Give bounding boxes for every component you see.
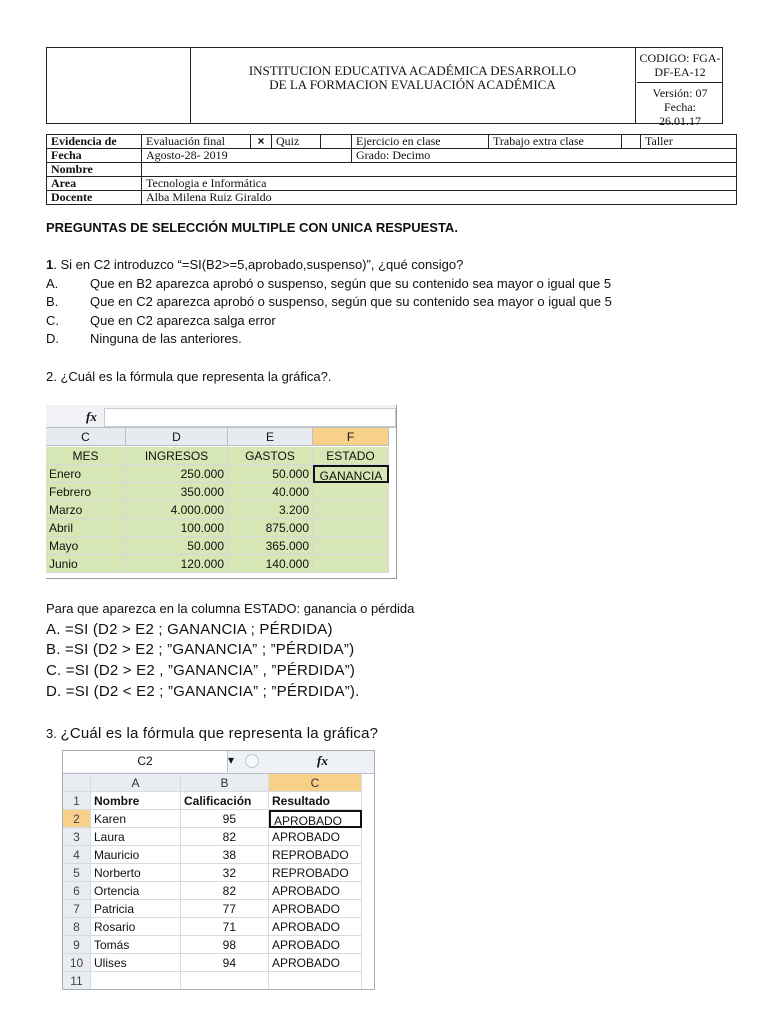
nombre-value <box>142 163 737 177</box>
institution-line-1: INSTITUCION EDUCATIVA ACADÉMICA DESARROLLO <box>248 63 577 78</box>
logo-cell <box>47 48 191 123</box>
table-cell[interactable]: REPROBADO <box>269 846 362 864</box>
header-cell[interactable]: MES <box>46 447 126 465</box>
table-cell[interactable]: APROBADO <box>269 954 362 972</box>
row-number[interactable]: 1 <box>63 792 91 810</box>
table-cell[interactable]: Rosario <box>91 918 181 936</box>
fecha-label: Fecha <box>47 149 142 163</box>
header-cell[interactable]: Calificación <box>181 792 269 810</box>
table-cell[interactable]: 120.000 <box>126 555 228 573</box>
row-number[interactable]: 9 <box>63 936 91 954</box>
table-cell[interactable]: Laura <box>91 828 181 846</box>
table-cell[interactable]: Ortencia <box>91 882 181 900</box>
table-cell[interactable] <box>269 972 362 990</box>
table-cell[interactable]: Karen <box>91 810 181 828</box>
table-cell[interactable] <box>181 972 269 990</box>
institution-title <box>190 48 636 123</box>
q2-option-b: B. =SI (D2 > E2 ; ”GANANCIA” ; ”PÉRDIDA”) <box>46 641 355 658</box>
evaluacion-final: Evaluación final <box>142 135 251 149</box>
formula-input[interactable] <box>104 408 396 427</box>
table-cell[interactable]: 250.000 <box>126 465 228 483</box>
area-label: Area <box>47 177 142 191</box>
table-cell[interactable]: APROBADO <box>269 936 362 954</box>
code-line-1: CODIGO: FGA- <box>639 51 721 65</box>
spreadsheet-ganancias <box>46 405 397 579</box>
table-cell[interactable]: 4.000.000 <box>126 501 228 519</box>
question-2: 2. ¿Cuál es la fórmula que representa la gráfica?. <box>46 369 332 384</box>
table-cell[interactable]: 38 <box>181 846 269 864</box>
table-cell[interactable]: Mayo <box>46 537 126 555</box>
table-cell[interactable]: 82 <box>181 882 269 900</box>
option-text: Ninguna de las anteriores. <box>90 331 242 346</box>
dropdown-icon[interactable]: ▾ <box>228 753 235 767</box>
row-number[interactable]: 2 <box>63 810 91 828</box>
table-cell[interactable]: 95 <box>181 810 269 828</box>
question-3-text: ¿Cuál es la fórmula que representa la gráfica? <box>60 725 379 742</box>
table-cell[interactable] <box>313 555 389 573</box>
q1-option-b <box>46 294 746 310</box>
trabajo-option: Trabajo extra clase <box>489 135 622 149</box>
nombre-label: Nombre <box>47 163 142 177</box>
table-cell[interactable]: 71 <box>181 918 269 936</box>
table-cell[interactable]: Norberto <box>91 864 181 882</box>
q1-option-d <box>46 331 746 347</box>
table-cell[interactable]: Ulises <box>91 954 181 972</box>
table-cell[interactable] <box>91 972 181 990</box>
code-line-2: DF-EA-12 <box>654 65 706 79</box>
name-box[interactable] <box>63 751 228 772</box>
question-3-number: 3. <box>46 726 57 741</box>
fx-icon: fx <box>86 409 97 424</box>
table-cell[interactable]: 875.000 <box>228 519 313 537</box>
option-letter: C. <box>46 313 59 328</box>
table-cell[interactable]: Mauricio <box>91 846 181 864</box>
table-cell[interactable]: 82 <box>181 828 269 846</box>
table-cell[interactable] <box>313 537 389 555</box>
area-value: Tecnologia e Informática <box>142 177 737 191</box>
table-cell[interactable]: 32 <box>181 864 269 882</box>
table-cell[interactable]: 77 <box>181 900 269 918</box>
version-line-1: Versión: 07 Fecha: <box>652 86 708 114</box>
option-text: Que en C2 aparezca aprobó o suspenso, según que su contenido sea mayor o igual que 5 <box>90 294 612 309</box>
question-3 <box>46 726 378 742</box>
table-cell[interactable]: 140.000 <box>228 555 313 573</box>
header-cell[interactable]: Resultado <box>269 792 362 810</box>
selected-mark: × <box>251 135 272 149</box>
section-title: PREGUNTAS DE SELECCIÓN MULTIPLE CON UNICA RESPUESTA. <box>46 220 458 235</box>
table-cell[interactable] <box>313 483 389 501</box>
version-line-2: 26.01.17 <box>659 114 701 128</box>
row-number[interactable]: 8 <box>63 918 91 936</box>
corner-cell[interactable] <box>63 774 91 792</box>
table-cell[interactable]: 3.200 <box>228 501 313 519</box>
table-cell[interactable]: 350.000 <box>126 483 228 501</box>
table-cell[interactable]: 98 <box>181 936 269 954</box>
table-cell[interactable]: GANANCIA <box>313 465 389 483</box>
taller-option: Taller <box>641 135 737 149</box>
q2-option-d: D. =SI (D2 < E2 ; ”GANANCIA” ; ”PÉRDIDA”). <box>46 683 360 700</box>
question-1-text: . Si en C2 introduzco “=SI(B2>=5,aprobado,suspenso)”, ¿qué consigo? <box>53 257 464 272</box>
formula-bar <box>63 751 374 774</box>
column-header: F <box>313 428 389 446</box>
column-header[interactable]: B <box>181 774 269 792</box>
q2-option-c: C. =SI (D2 > E2 , ”GANANCIA” , ”PÉRDIDA”) <box>46 662 356 679</box>
column-header: D <box>126 428 228 446</box>
column-header: E <box>228 428 313 446</box>
question-1 <box>46 257 463 273</box>
table-cell[interactable]: APROBADO <box>269 828 362 846</box>
table-cell[interactable]: 94 <box>181 954 269 972</box>
fx-icon: fx <box>317 753 328 768</box>
table-cell[interactable]: APROBADO <box>269 882 362 900</box>
header-cell[interactable]: Nombre <box>91 792 181 810</box>
question-1-number: 1 <box>46 257 54 272</box>
option-letter: D. <box>46 331 59 346</box>
fecha-value: Agosto-28- 2019 <box>142 149 352 163</box>
table-cell[interactable]: Patricia <box>91 900 181 918</box>
grado-value: Grado: Decimo <box>352 149 737 163</box>
row-number[interactable]: 10 <box>63 954 91 972</box>
institution-line-2: DE LA FORMACION EVALUACIÓN ACADÉMICA <box>269 77 556 92</box>
name-box-value: C2 <box>137 754 153 768</box>
column-header[interactable]: A <box>91 774 181 792</box>
table-cell[interactable]: APROBADO <box>269 918 362 936</box>
header-cell[interactable]: GASTOS <box>228 447 313 465</box>
row-number[interactable]: 3 <box>63 828 91 846</box>
row-number[interactable]: 7 <box>63 900 91 918</box>
table-cell[interactable]: 100.000 <box>126 519 228 537</box>
version-cell <box>637 83 723 128</box>
code-cell <box>637 48 723 83</box>
info-table <box>46 134 737 205</box>
row-number[interactable]: 11 <box>63 972 91 990</box>
cancel-circle-icon <box>245 754 259 768</box>
table-cell[interactable]: Enero <box>46 465 126 483</box>
q2-option-a: A. =SI (D2 > E2 ; GANANCIA ; PÉRDIDA) <box>46 621 333 638</box>
table-cell[interactable]: Tomás <box>91 936 181 954</box>
column-header: C <box>46 428 126 446</box>
row-number[interactable]: 5 <box>63 864 91 882</box>
row-number[interactable]: 6 <box>63 882 91 900</box>
quiz-check <box>321 135 352 149</box>
q1-option-a <box>46 276 746 292</box>
table-cell[interactable]: APROBADO <box>269 900 362 918</box>
q1-option-c <box>46 313 746 329</box>
header-cell[interactable]: ESTADO <box>313 447 389 465</box>
docente-value: Alba Milena Ruiz Giraldo <box>142 191 737 205</box>
row-number[interactable]: 4 <box>63 846 91 864</box>
docente-label: Docente <box>47 191 142 205</box>
table-cell[interactable]: Febrero <box>46 483 126 501</box>
quiz-option: Quiz <box>272 135 321 149</box>
option-text: Que en B2 aparezca aprobó o suspenso, según que su contenido sea mayor o igual que 5 <box>90 276 612 291</box>
spreadsheet-calificaciones <box>62 750 375 990</box>
option-letter: B. <box>46 294 59 309</box>
table-cell[interactable]: Marzo <box>46 501 126 519</box>
column-header[interactable]: C <box>269 774 362 792</box>
table-cell[interactable] <box>313 501 389 519</box>
formula-bar <box>46 405 396 428</box>
table-cell[interactable]: Abril <box>46 519 126 537</box>
table-cell[interactable]: 40.000 <box>228 483 313 501</box>
table-cell[interactable]: 365.000 <box>228 537 313 555</box>
trabajo-check <box>622 135 641 149</box>
table-cell[interactable]: 50.000 <box>228 465 313 483</box>
table-cell[interactable]: 50.000 <box>126 537 228 555</box>
table-cell[interactable]: REPROBADO <box>269 864 362 882</box>
document-header <box>46 47 723 128</box>
table-cell[interactable]: APROBADO <box>269 810 362 828</box>
table-cell[interactable]: Junio <box>46 555 126 573</box>
option-text: Que en C2 aparezca salga error <box>90 313 276 328</box>
evidencia-label: Evidencia de <box>47 135 142 149</box>
question-2-prompt: Para que aparezca en la columna ESTADO: ganancia o pérdida <box>46 601 415 616</box>
ejercicio-option: Ejercicio en clase <box>352 135 489 149</box>
table-cell[interactable] <box>313 519 389 537</box>
header-cell[interactable]: INGRESOS <box>126 447 228 465</box>
option-letter: A. <box>46 276 59 291</box>
